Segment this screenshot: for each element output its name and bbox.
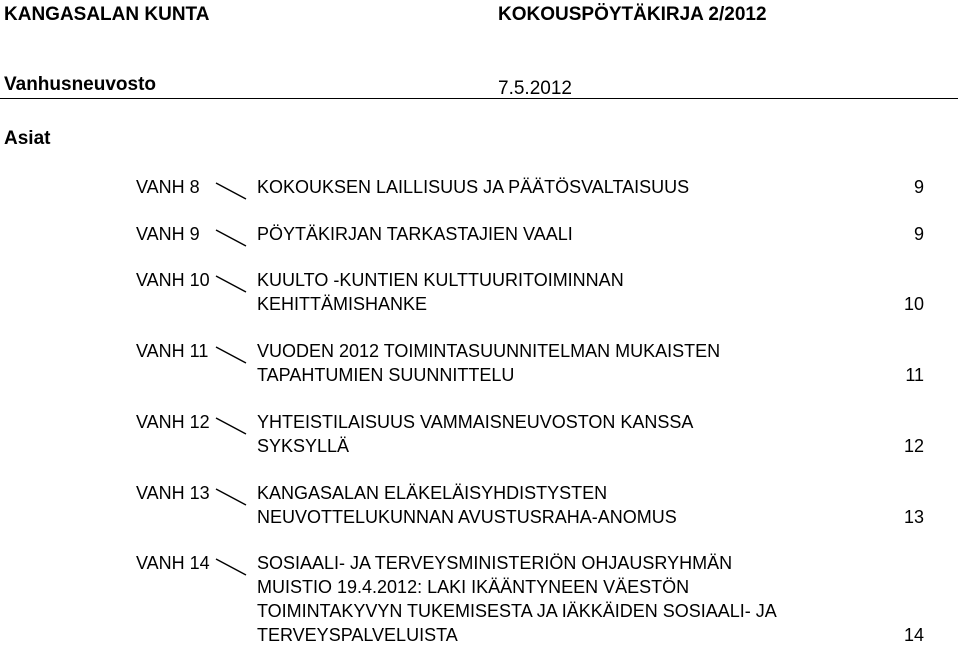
reference-dash-icon <box>214 345 248 365</box>
organization-name: KANGASALAN KUNTA <box>4 4 210 25</box>
agenda-item-page: 10 <box>903 294 924 314</box>
agenda-item-page: 12 <box>903 436 924 456</box>
section-heading: Asiat <box>4 128 51 149</box>
agenda-item-page: 14 <box>903 625 924 645</box>
agenda-item-page: 9 <box>913 224 924 244</box>
agenda-item-code: VANH 14 <box>136 553 210 573</box>
agenda-item-code: VANH 8 <box>136 177 200 197</box>
agenda-item-title: VUODEN 2012 TOIMINTASUUNNITELMAN MUKAISTEN TAPAHTUMIEN SUUNNITTELU <box>257 341 721 385</box>
agenda-item-title: PÖYTÄKIRJAN TARKASTAJIEN VAALI <box>257 224 573 244</box>
meeting-date: 7.5.2012 <box>498 78 572 99</box>
body-name: Vanhusneuvosto <box>4 74 157 95</box>
document-title: KOKOUSPÖYTÄKIRJA 2/2012 <box>498 4 767 25</box>
agenda-item-code: VANH 10 <box>136 270 210 290</box>
agenda-item-title: YHTEISTILAISUUS VAMMAISNEUVOSTON KANSSA SYKSYLLÄ <box>257 412 694 456</box>
agenda-item-code: VANH 11 <box>136 341 209 361</box>
agenda-item-code: VANH 12 <box>136 412 210 432</box>
agenda-item-code: VANH 9 <box>136 224 200 244</box>
agenda-item-title: SOSIAALI- JA TERVEYSMINISTERIÖN OHJAUSRYHMÄN MUISTIO 19.4.2012: LAKI IKÄÄNTYNEEN VÄESTÖN TOIMINTAKYVYN TUKEMISESTA JA IÄKKÄIDEN SOSIAALI- JA TERVEYSPALVELUISTA <box>257 553 777 645</box>
reference-dash-icon <box>214 274 248 294</box>
agenda-item-page: 11 <box>905 365 924 385</box>
reference-dash-icon <box>214 228 248 248</box>
reference-dash-icon <box>214 487 248 507</box>
agenda-item-page: 9 <box>913 177 924 197</box>
agenda-item-title: KANGASALAN ELÄKELÄISYHDISTYSTEN NEUVOTTELUKUNNAN AVUSTUSRAHA-ANOMUS <box>257 483 677 527</box>
agenda-item-title: KUULTO -KUNTIEN KULTTUURITOIMINNAN KEHITTÄMISHANKE <box>257 270 624 314</box>
reference-dash-icon <box>214 416 248 436</box>
reference-dash-icon <box>214 557 248 577</box>
agenda-item-code: VANH 13 <box>136 483 210 503</box>
agenda-item-title: KOKOUKSEN LAILLISUUS JA PÄÄTÖSVALTAISUUS <box>257 177 690 197</box>
reference-dash-icon <box>214 181 248 201</box>
agenda-item-page: 13 <box>903 507 924 527</box>
